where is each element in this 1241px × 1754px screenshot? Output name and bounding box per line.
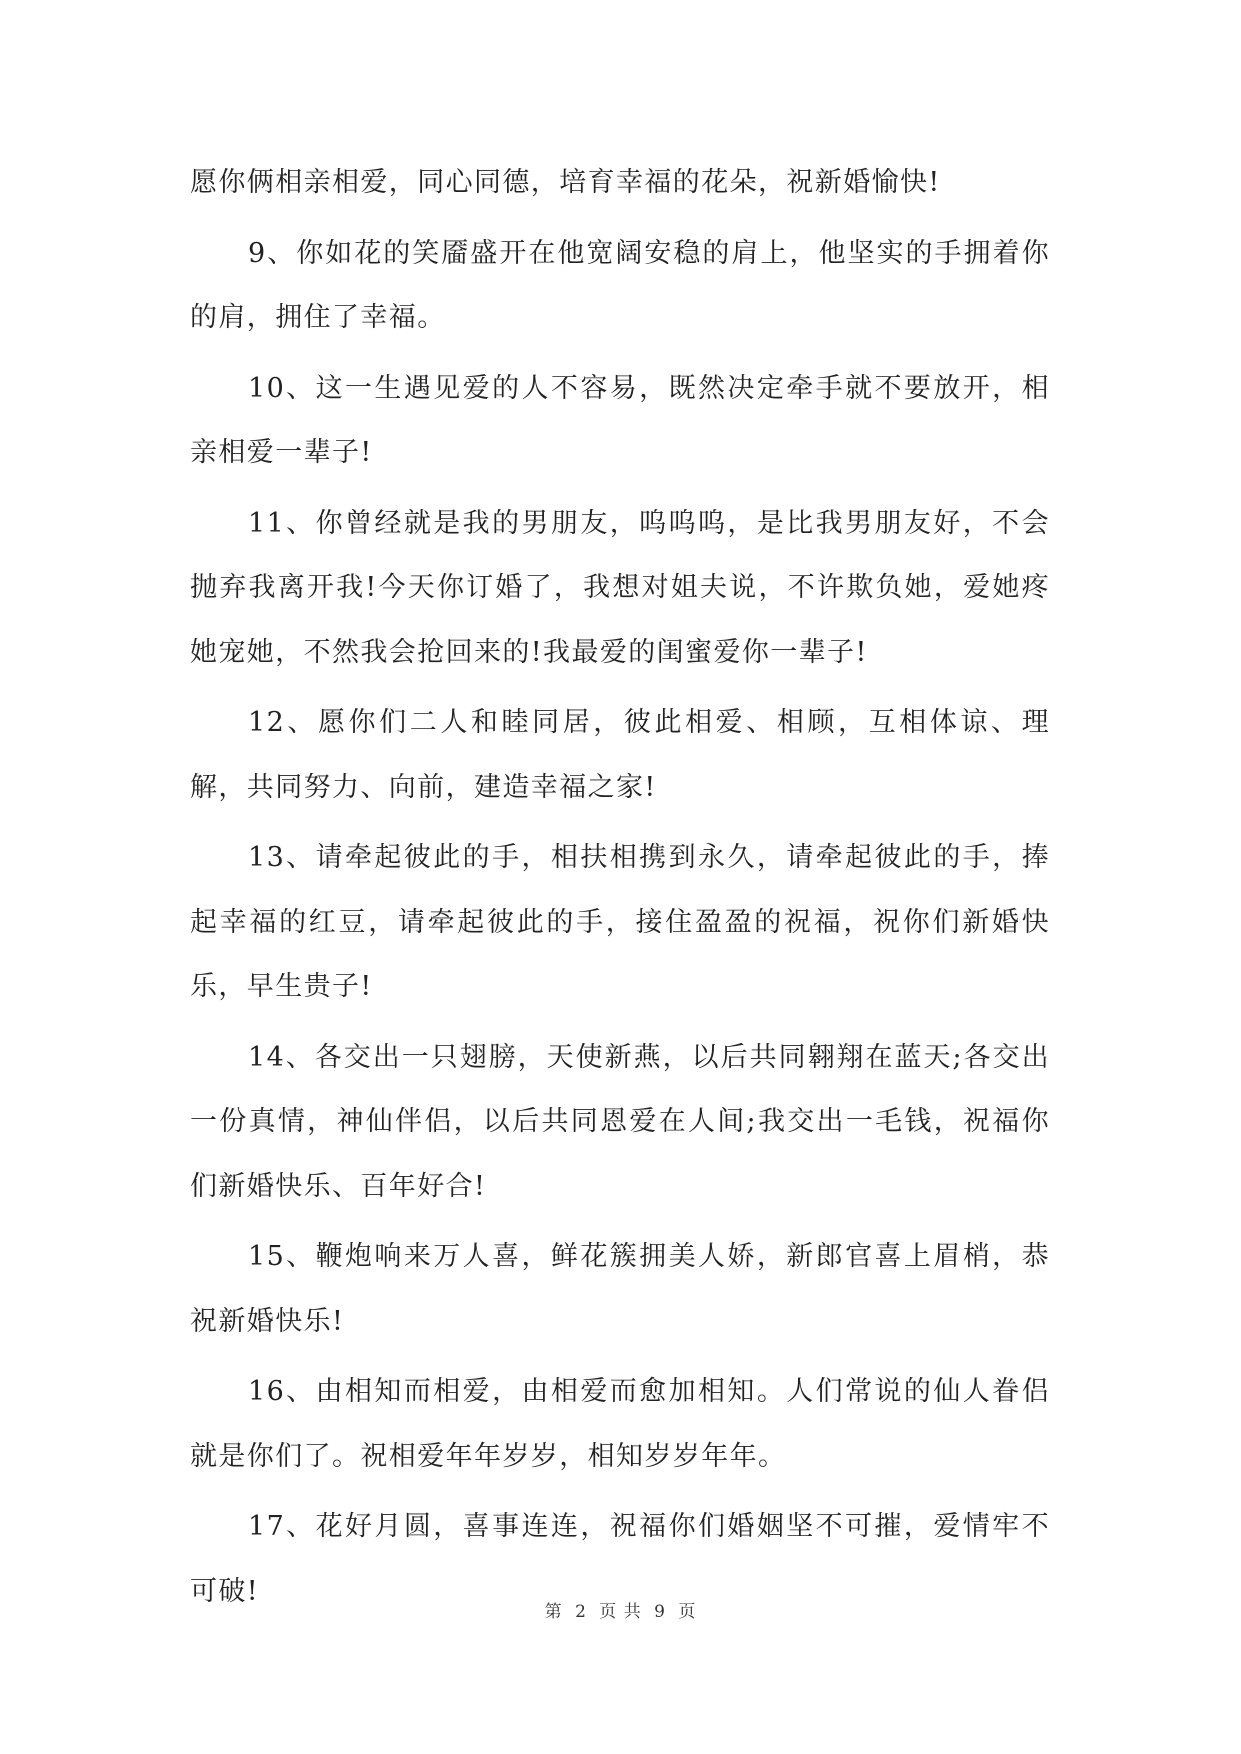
- footer-middle: 页 共: [599, 1602, 642, 1622]
- page-footer: [0, 1597, 1241, 1622]
- document-body: [190, 151, 1050, 1630]
- paragraph-0: 愿你俩相亲相爱，同心同德，培育幸福的花朵，祝新婚愉快!: [190, 167, 941, 198]
- footer-suffix: 页: [678, 1602, 697, 1622]
- paragraph-17: 17、花好月圆，喜事连连，祝福你们婚姻坚不可摧，爱情牢不可破!: [190, 1511, 1050, 1607]
- paragraph-14: 14、各交出一只翅膀，天使新燕，以后共同翱翔在蓝天;各交出一份真情，神仙伴侣，以后共同恩爱在人间;我交出一毛钱，祝福你们新婚快乐、百年好合!: [190, 1041, 1050, 1202]
- paragraph-13: 13、请牵起彼此的手，相扶相携到永久，请牵起彼此的手，捧起幸福的红豆，请牵起彼此的手，接住盈盈的祝福，祝你们新婚快乐，早生贵子!: [190, 842, 1050, 1002]
- paragraph-16: 16、由相知而相爱，由相爱而愈加相知。人们常说的仙人眷侣就是你们了。祝相爱年年岁岁，相知岁岁年年。: [190, 1376, 1050, 1472]
- footer-prefix: 第: [544, 1602, 563, 1622]
- current-page-number: 2: [575, 1602, 587, 1622]
- paragraph-10: 10、这一生遇见爱的人不容易，既然决定牵手就不要放开，相亲相爱一辈子!: [190, 372, 1050, 468]
- total-pages-number: 9: [654, 1602, 666, 1622]
- paragraph-15: 15、鞭炮响来万人喜，鲜花簇拥美人娇，新郎官喜上眉梢，恭祝新婚快乐!: [190, 1241, 1050, 1337]
- paragraph-12: 12、愿你们二人和睦同居，彼此相爱、相顾，互相体谅、理解，共同努力、向前，建造幸福之家!: [190, 707, 1050, 803]
- paragraph-11: 11、你曾经就是我的男朋友，呜呜呜，是比我男朋友好，不会抛弃我离开我!今天你订婚了，我想对姐夫说，不许欺负她，爱她疼她宠她，不然我会抢回来的!我最爱的闺蜜爱你一辈子!: [190, 507, 1050, 668]
- paragraph-9: 9、你如花的笑靥盛开在他宽阔安稳的肩上，他坚实的手拥着你的肩，拥住了幸福。: [190, 237, 1050, 333]
